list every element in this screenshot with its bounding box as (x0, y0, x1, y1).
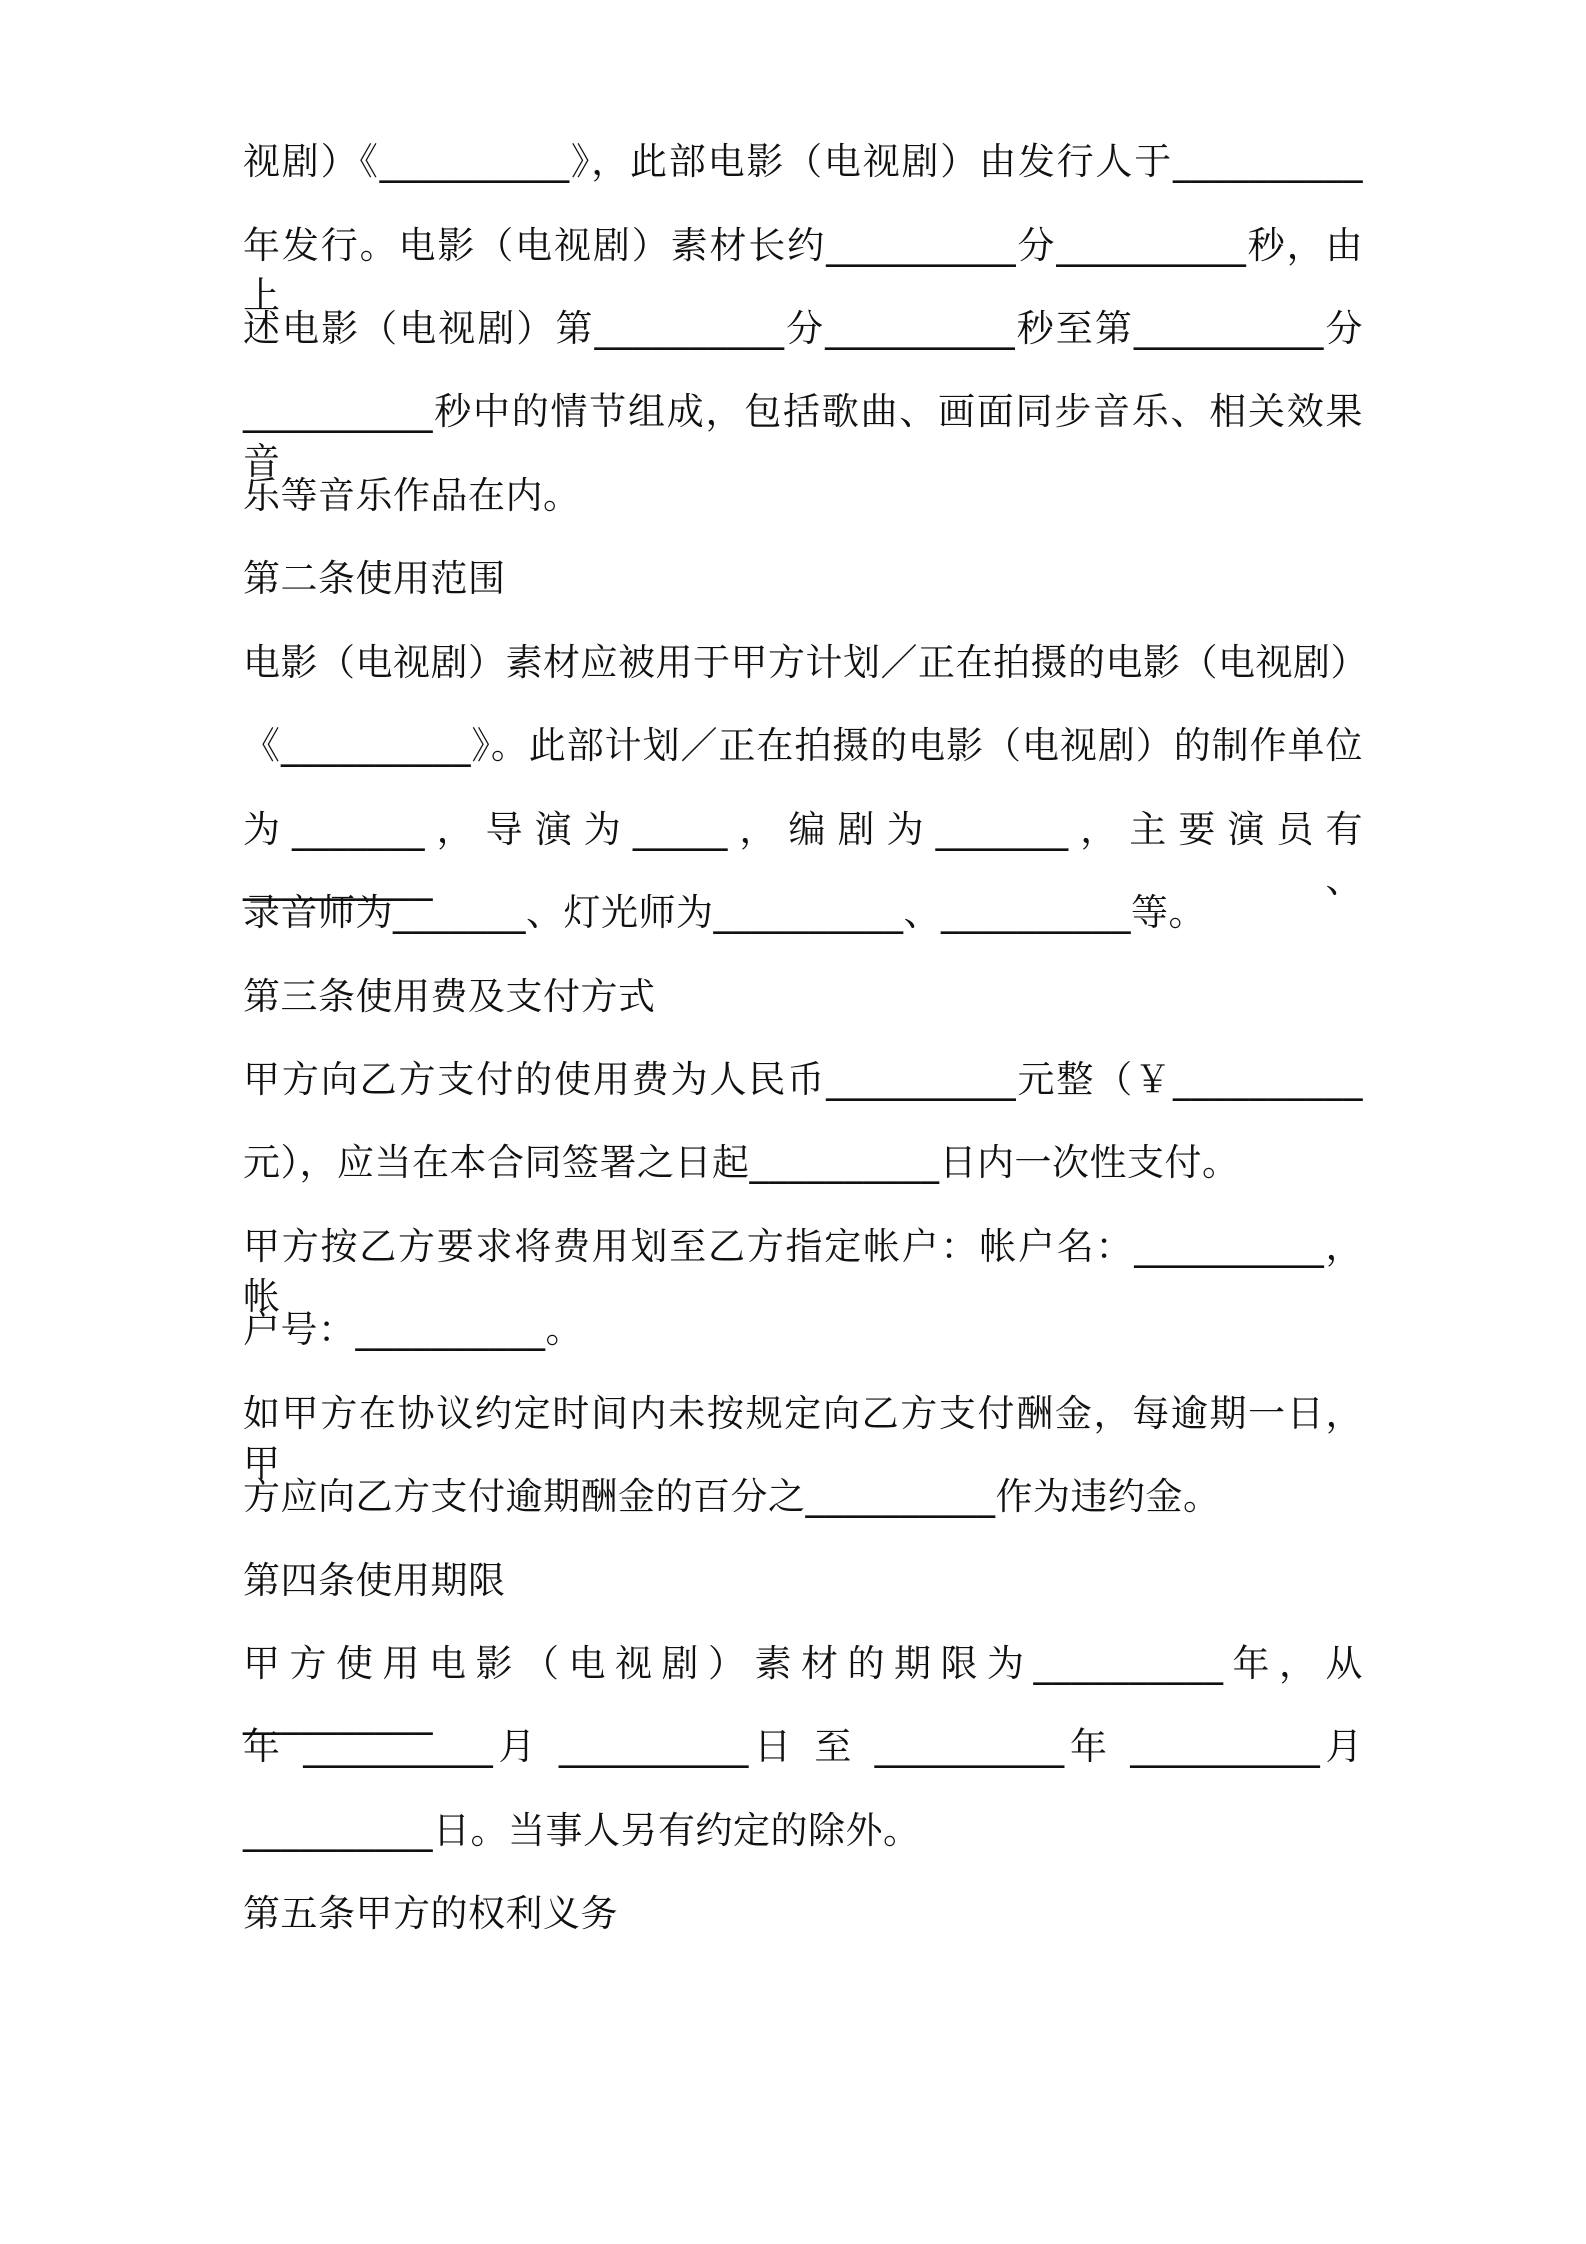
section-heading-2: 第二条使用范围 (243, 557, 506, 600)
text-line-5: 乐等音乐作品在内。 (243, 474, 581, 517)
text-line-15: 户号：__________。 (243, 1308, 583, 1351)
section-heading-5: 第五条甲方的权利义务 (243, 1892, 618, 1935)
text-line-7: 电影（电视剧）素材应被用于甲方计划／正在拍摄的电影（电视剧） (243, 641, 1368, 684)
section-heading-3: 第三条使用费及支付方式 (243, 975, 656, 1018)
section-heading-4: 第四条使用期限 (243, 1559, 506, 1602)
text-line-9: 为_______，导演为_____，编剧为_______，主要演员有__________、 (243, 808, 1363, 901)
text-line-1: 视剧）《__________》，此部电影（电视剧）由发行人于__________ (243, 140, 1363, 183)
text-line-8: 《__________》。此部计划／正在拍摄的电影（电视剧）的制作单位 (243, 724, 1363, 767)
text-line-17: 方应向乙方支付逾期酬金的百分之__________作为违约金。 (243, 1475, 1221, 1518)
text-line-12: 甲方向乙方支付的使用费为人民币__________元整（￥__________ (243, 1058, 1363, 1101)
text-line-13: 元），应当在本合同签署之日起__________日内一次性支付。 (243, 1141, 1240, 1184)
text-line-10: 录音师为_______、灯光师为__________、__________等。 (243, 891, 1206, 934)
text-line-20: 年 __________月 __________日 至 __________年 __________月 (243, 1725, 1363, 1768)
text-line-19: 甲方使用电影（电视剧）素材的期限为__________年，从__________ (243, 1642, 1363, 1735)
text-line-3: 述电影（电视剧）第__________分__________秒至第__________分 (243, 307, 1363, 350)
text-line-2: 年发行。电影（电视剧）素材长约__________分__________秒，由上 (243, 224, 1363, 317)
text-line-4: __________秒中的情节组成，包括歌曲、画面同步音乐、相关效果音 (243, 390, 1363, 483)
text-line-16: 如甲方在协议约定时间内未按规定向乙方支付酬金，每逾期一日，甲 (243, 1392, 1363, 1485)
text-line-14: 甲方按乙方要求将费用划至乙方指定帐户：帐户名：__________，帐 (243, 1225, 1363, 1318)
text-line-21: __________日。当事人另有约定的除外。 (243, 1809, 921, 1852)
